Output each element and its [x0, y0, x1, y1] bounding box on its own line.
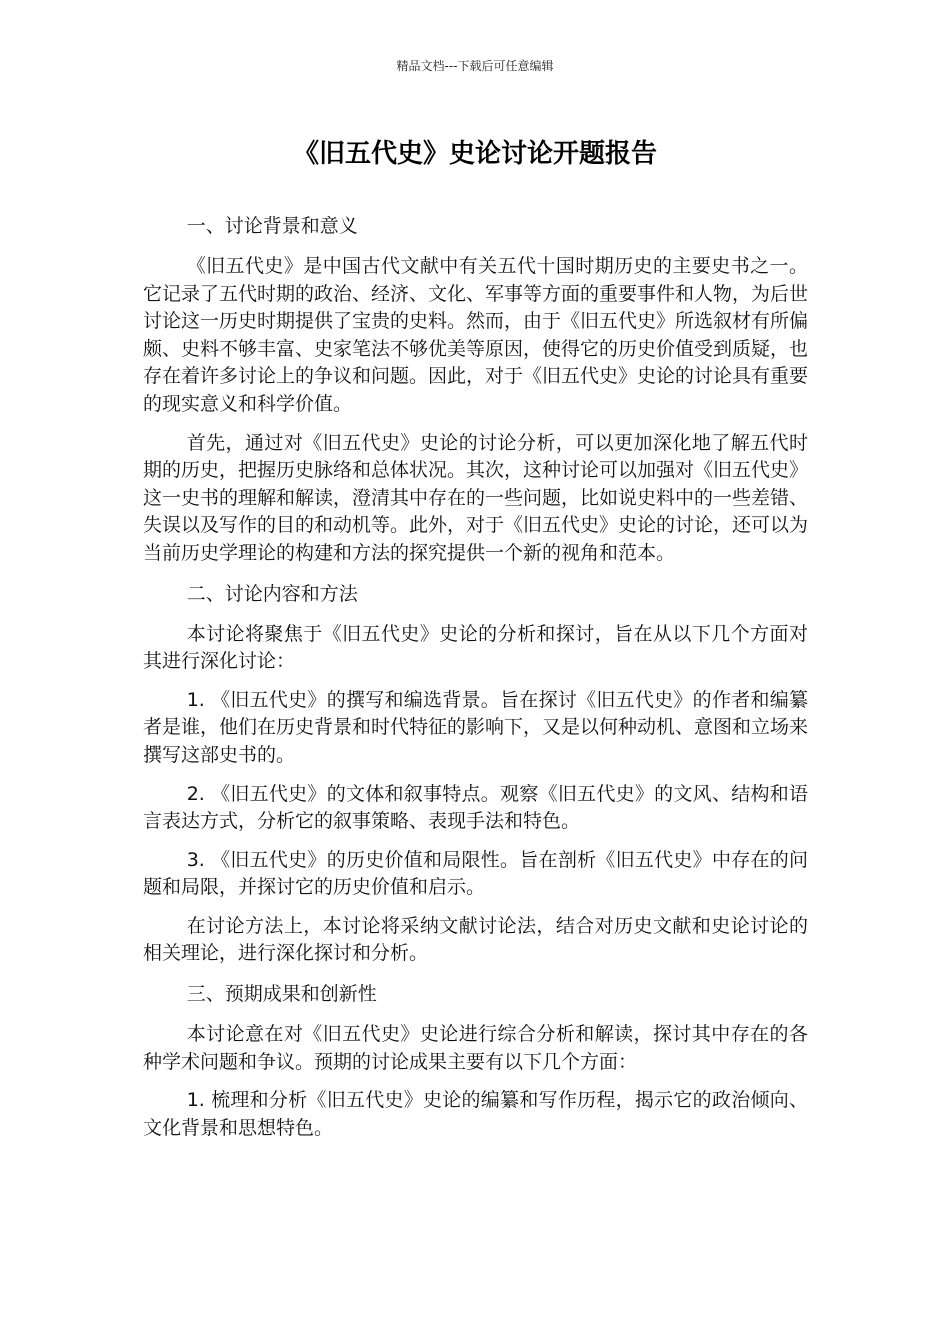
paragraph: 《旧五代史》是中国古代文献中有关五代十国时期历史的主要史书之一。它记录了五代时期的政治、经济、文化、军事等方面的重要事件和人物，为后世讨论这一历史时期提供了宝贵的史料。然而，由于《旧五代史》所选叙材有所偏颇、史料不够丰富、史家笔法不够优美等原因，使得它的历史价值受到质疑，也存在着许多讨论上的争议和问题。因此，对于《旧五代史》史论的讨论具有重要的现实意义和科学价值。 [143, 255, 809, 415]
header-note: 精品文档---下载后可任意编辑 [396, 59, 554, 73]
section-heading-background: 一、讨论背景和意义 [186, 215, 358, 237]
list-item: 1. 梳理和分析《旧五代史》史论的编纂和写作历程，揭示它的政治倾向、文化背景和思想特色。 [143, 1089, 808, 1139]
paragraph: 本讨论将聚焦于《旧五代史》史论的分析和探讨，旨在从以下几个方面对其进行深化讨论： [143, 622, 808, 673]
list-item: 1. 《旧五代史》的撰写和编选背景。旨在探讨《旧五代史》的作者和编纂者是谁，他们在历史背景和时代特征的影响下，又是以何种动机、意图和立场来撰写这部史书的。 [143, 688, 809, 766]
document-body [143, 211, 808, 1153]
section-heading-expected-results: 三、预期成果和创新性 [186, 983, 377, 1006]
list-item: 2. 《旧五代史》的文体和叙事特点。观察《旧五代史》的文风、结构和语言表达方式，分析它的叙事策略、表现手法和特色。 [143, 782, 808, 833]
section-heading-content-methods: 二、讨论内容和方法 [186, 582, 358, 605]
paragraph: 在讨论方法上，本讨论将采纳文献讨论法，结合对历史文献和史论讨论的相关理论，进行深化探讨和分析。 [143, 914, 808, 965]
list-item: 3. 《旧五代史》的历史价值和局限性。旨在剖析《旧五代史》中存在的问题和局限，并探讨它的历史价值和启示。 [143, 848, 808, 899]
document-title: 《旧五代史》史论讨论开题报告 [292, 139, 657, 169]
paragraph: 本讨论意在对《旧五代史》史论进行综合分析和解读，探讨其中存在的各种学术问题和争议。预期的讨论成果主要有以下几个方面： [143, 1023, 808, 1073]
paragraph: 首先，通过对《旧五代史》史论的讨论分析，可以更加深化地了解五代时期的历史，把握历史脉络和总体状况。其次，这种讨论可以加强对《旧五代史》这一史书的理解和解读，澄清其中存在的一些问题，比如说史料中的一些差错、失误以及写作的目的和动机等。此外，对于《旧五代史》史论的讨论，还可以为当前历史学理论的构建和方法的探究提供一个新的视角和范本。 [143, 431, 809, 564]
